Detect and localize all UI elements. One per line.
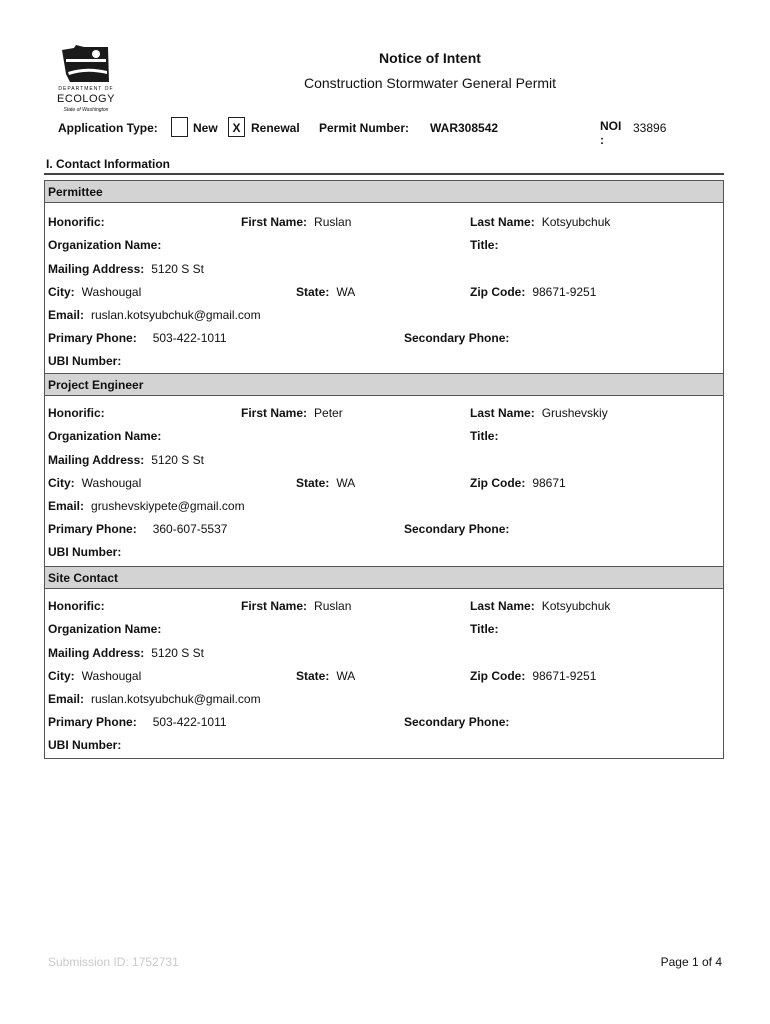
secondary-phone-field [404,522,516,536]
title-field [470,429,505,443]
state-field [296,669,355,683]
panel-heading: Site Contact [45,567,723,589]
first-name-value: Ruslan [314,215,352,229]
state-field [296,285,355,299]
panel-heading: Project Engineer [45,374,723,396]
primary-phone-value: 360-607-5537 [152,522,228,536]
title-label: Title: [470,429,499,443]
state-label: State: [296,476,330,490]
city-value: Washougal [81,476,142,490]
ubi-number-label: UBI Number: [48,354,122,368]
primary-phone-label: Primary Phone: [48,715,137,729]
zip-code-field [470,285,596,299]
primary-phone-value: 503-422-1011 [152,331,227,345]
first-name-value: Ruslan [314,599,352,613]
honorific-field [48,406,112,420]
organization-label: Organization Name: [48,238,162,252]
honorific-label: Honorific: [48,599,105,613]
state-field [296,476,355,490]
last-name-label: Last Name: [470,406,535,420]
title-field [470,622,505,636]
last-name-field [470,599,610,613]
ubi-number-label: UBI Number: [48,545,122,559]
zip-code-value: 98671 [532,476,566,490]
noi-label: NOI : [600,119,622,147]
ubi-number-field [48,738,128,752]
mailing-address-label: Mailing Address: [48,453,145,467]
logo-state-text: State of Washington [63,107,109,113]
first-name-label: First Name: [241,599,308,613]
site-contact-panel [44,566,724,759]
city-field [48,669,141,683]
application-type-label: Application Type: [58,121,158,135]
organization-field [48,622,168,636]
honorific-label: Honorific: [48,215,105,229]
organization-label: Organization Name: [48,622,162,636]
zip-code-label: Zip Code: [470,669,526,683]
zip-code-value: 98671-9251 [532,285,597,299]
email-label: Email: [48,499,85,513]
first-name-label: First Name: [241,215,308,229]
panel-heading: Permittee [45,181,723,203]
state-value: WA [336,476,356,490]
email-value: grushevskiypete@gmail.com [91,499,245,513]
zip-code-label: Zip Code: [470,476,526,490]
mailing-address-label: Mailing Address: [48,262,145,276]
page-subtitle: Construction Stormwater General Permit [303,75,557,91]
city-label: City: [48,476,75,490]
mailing-address-field [48,453,204,467]
project-engineer-panel [44,373,724,567]
permit-number-value: WAR308542 [430,121,499,135]
application-row [0,117,770,147]
email-label: Email: [48,692,85,706]
state-label: State: [296,669,330,683]
primary-phone-value: 503-422-1011 [152,715,227,729]
zip-code-field [470,669,596,683]
permit-number-label: Permit Number: [319,121,410,135]
honorific-field [48,599,112,613]
organization-field [48,238,168,252]
last-name-value: Kotsyubchuk [541,215,611,229]
email-value: ruslan.kotsyubchuk@gmail.com [91,308,261,322]
permittee-panel [44,180,724,374]
logo-ecology-text: ECOLOGY [57,93,115,105]
title-label: Title: [470,622,499,636]
mailing-address-value: 5120 S St [151,262,204,276]
first-name-field [241,406,343,420]
first-name-label: First Name: [241,406,308,420]
primary-phone-label: Primary Phone: [48,331,137,345]
email-field [48,692,261,706]
email-field [48,308,261,322]
primary-phone-field [48,331,227,345]
city-label: City: [48,285,75,299]
renewal-checkbox[interactable]: X [228,117,245,137]
first-name-field [241,599,351,613]
primary-phone-label: Primary Phone: [48,522,137,536]
zip-code-label: Zip Code: [470,285,526,299]
mailing-address-label: Mailing Address: [48,646,145,660]
email-value: ruslan.kotsyubchuk@gmail.com [91,692,261,706]
ubi-number-label: UBI Number: [48,738,122,752]
ubi-number-field [48,545,128,559]
first-name-value: Peter [314,406,343,420]
secondary-phone-label: Secondary Phone: [404,715,510,729]
email-field [48,499,245,513]
city-label: City: [48,669,75,683]
zip-code-value: 98671-9251 [532,669,597,683]
city-field [48,285,141,299]
email-label: Email: [48,308,85,322]
city-value: Washougal [81,285,142,299]
city-field [48,476,141,490]
last-name-field [470,215,610,229]
title-field [470,238,505,252]
secondary-phone-label: Secondary Phone: [404,522,510,536]
first-name-field [241,215,351,229]
noi-value: 33896 [633,121,667,135]
mailing-address-value: 5120 S St [151,646,204,660]
new-checkbox[interactable] [171,117,188,137]
last-name-value: Kotsyubchuk [541,599,611,613]
mailing-address-value: 5120 S St [151,453,204,467]
section-divider [44,173,724,175]
renewal-label: Renewal [251,121,300,135]
zip-code-field [470,476,566,490]
secondary-phone-field [404,331,516,345]
state-value: WA [336,285,356,299]
secondary-phone-field [404,715,516,729]
contact-information-heading: I. Contact Information [46,157,170,171]
page-number: Page 1 of 4 [660,955,722,969]
mailing-address-field [48,646,204,660]
secondary-phone-label: Secondary Phone: [404,331,510,345]
honorific-field [48,215,112,229]
last-name-field [470,406,608,420]
ubi-number-field [48,354,128,368]
city-value: Washougal [81,669,142,683]
new-label: New [193,121,218,135]
primary-phone-field [48,715,227,729]
last-name-label: Last Name: [470,215,535,229]
state-label: State: [296,285,330,299]
last-name-value: Grushevskiy [541,406,608,420]
state-value: WA [336,669,356,683]
page-title: Notice of Intent [379,50,481,66]
organization-field [48,429,168,443]
title-label: Title: [470,238,499,252]
primary-phone-field [48,522,227,536]
mailing-address-field [48,262,204,276]
last-name-label: Last Name: [470,599,535,613]
logo-dept-text: DEPARTMENT OF [58,86,114,92]
organization-label: Organization Name: [48,429,162,443]
submission-id: Submission ID: 1752731 [48,955,179,969]
honorific-label: Honorific: [48,406,105,420]
